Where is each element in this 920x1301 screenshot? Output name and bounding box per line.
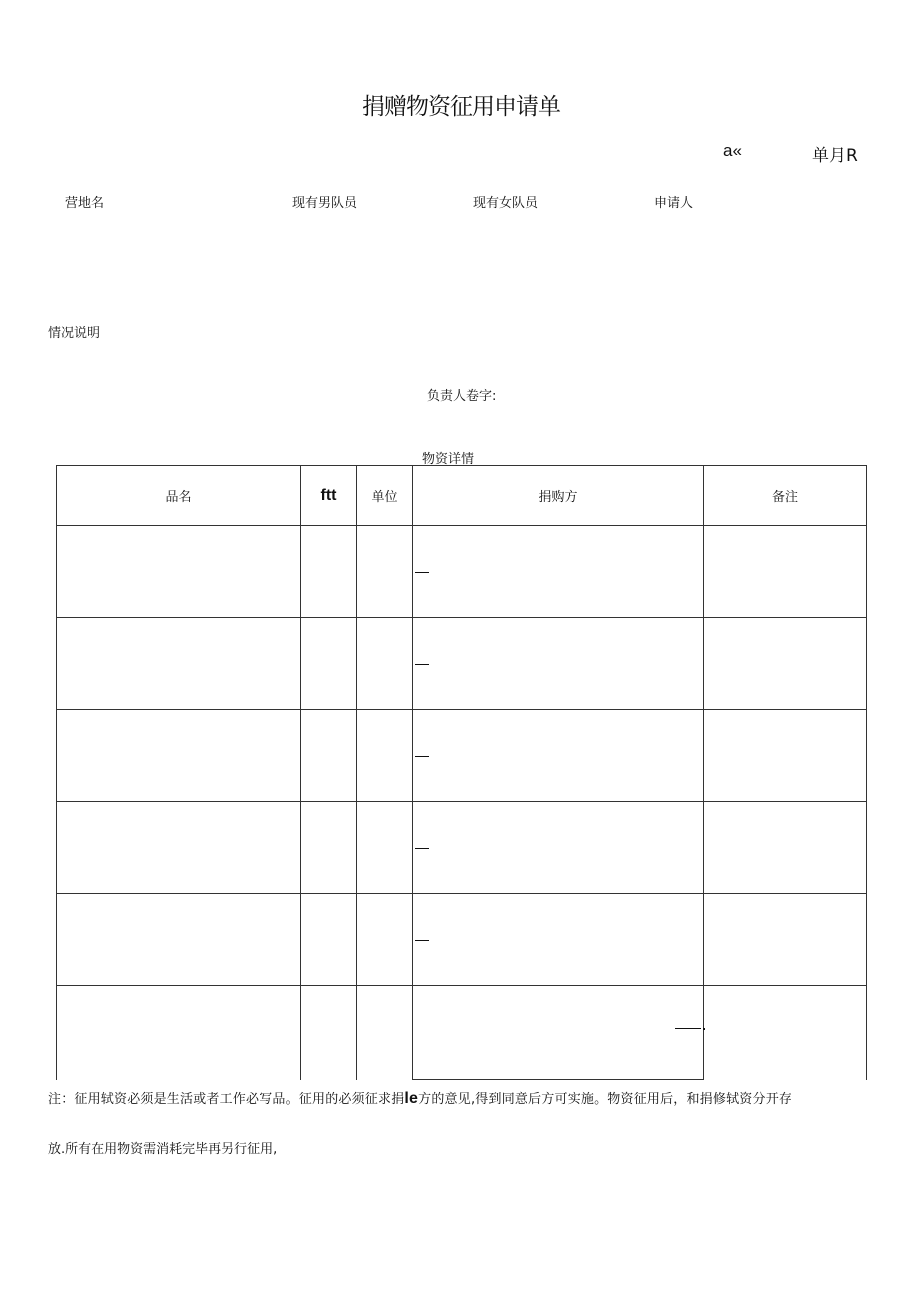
cell-remark[interactable] [704, 618, 867, 710]
table-row [57, 710, 867, 802]
cell-quantity[interactable] [301, 618, 357, 710]
cell-name[interactable] [57, 802, 301, 894]
cell-name[interactable] [57, 526, 301, 618]
cell-donor[interactable] [413, 894, 704, 986]
cell-donor[interactable] [413, 802, 704, 894]
table-caption: 物资详情 [422, 452, 475, 467]
cell-name[interactable] [57, 986, 301, 1080]
cell-unit[interactable] [357, 618, 413, 710]
table-row [57, 802, 867, 894]
cell-donor[interactable] [413, 618, 704, 710]
cell-donor[interactable] [413, 986, 704, 1080]
dash-mark [675, 1028, 701, 1029]
dash-mark [415, 848, 429, 849]
situation-label: 情况说明 [48, 326, 101, 341]
table-row [57, 894, 867, 986]
male-members-label: 现有男队员 [292, 196, 358, 211]
cell-name[interactable] [57, 710, 301, 802]
cell-remark[interactable] [704, 894, 867, 986]
note-line-2: 放.所有在用物资需消耗完毕再另行征用, [48, 1142, 278, 1157]
date-prefix: a« [723, 141, 742, 160]
cell-quantity[interactable] [301, 986, 357, 1080]
female-members-label: 现有女队员 [473, 196, 539, 211]
camp-name-label: 营地名 [65, 196, 105, 211]
dash-mark [415, 756, 429, 757]
cell-remark[interactable] [704, 710, 867, 802]
cell-name[interactable] [57, 894, 301, 986]
cell-unit[interactable] [357, 802, 413, 894]
column-header-donor: 捐购方 [413, 466, 704, 526]
cell-remark[interactable] [704, 986, 867, 1080]
table-row [57, 618, 867, 710]
document-title: 捐赠物资征用申请单 [362, 94, 560, 120]
cell-donor[interactable] [413, 526, 704, 618]
goods-table [56, 465, 867, 1080]
applicant-label: 申请人 [654, 196, 694, 211]
cell-quantity[interactable] [301, 710, 357, 802]
cell-quantity[interactable] [301, 802, 357, 894]
cell-remark[interactable] [704, 802, 867, 894]
cell-unit[interactable] [357, 526, 413, 618]
column-header-remark: 备注 [704, 466, 867, 526]
signature-label: 负责人卷字: [427, 389, 497, 404]
table-row [57, 986, 867, 1080]
cell-remark[interactable] [704, 526, 867, 618]
cell-unit[interactable] [357, 986, 413, 1080]
cell-quantity[interactable] [301, 894, 357, 986]
cell-unit[interactable] [357, 894, 413, 986]
table-row [57, 526, 867, 618]
dash-mark [415, 572, 429, 573]
cell-donor[interactable] [413, 710, 704, 802]
cell-name[interactable] [57, 618, 301, 710]
column-header-unit: 单位 [357, 466, 413, 526]
date-suffix: 单月R [812, 146, 858, 166]
cell-quantity[interactable] [301, 526, 357, 618]
dash-mark [415, 940, 429, 941]
column-header-quantity: ftt [301, 466, 357, 526]
column-header-name: 品名 [57, 466, 301, 526]
cell-unit[interactable] [357, 710, 413, 802]
note-line-1: 注：征用轼资必须是生活或者工作必写品。征用的必须征求捐le方的意见,得到同意后方可实施。物资征用后，和捐修轼资分开存 [48, 1090, 793, 1107]
dash-mark [415, 664, 429, 665]
table-header-row [57, 466, 867, 526]
